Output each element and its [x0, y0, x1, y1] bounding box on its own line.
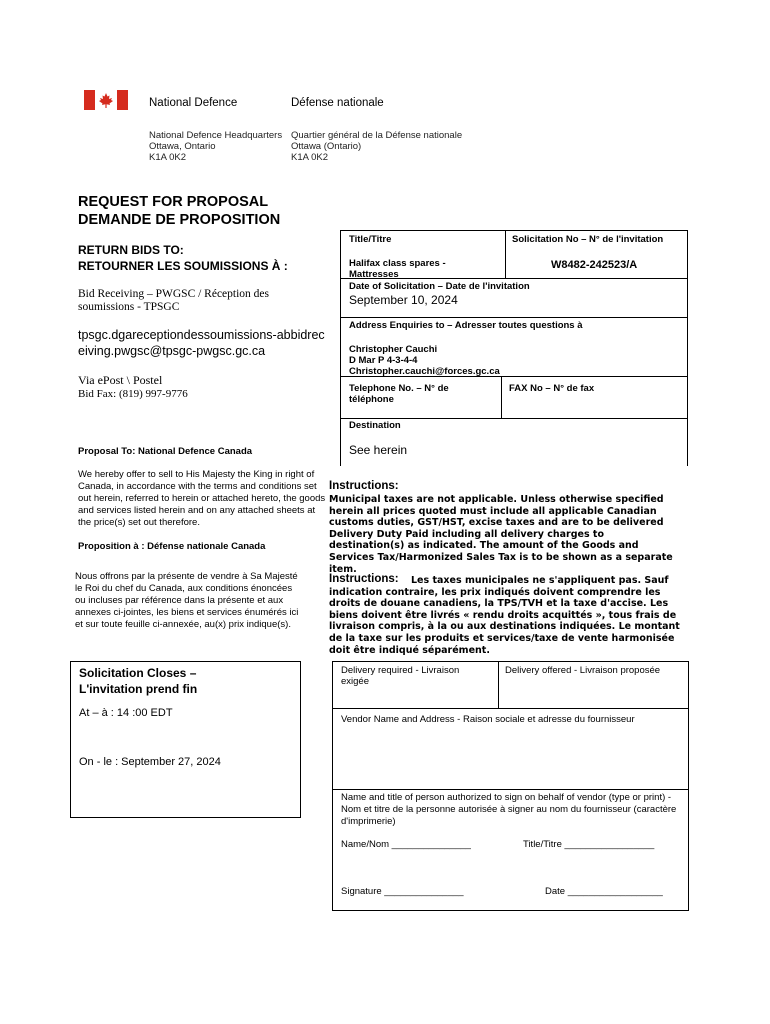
department-address-en: National Defence Headquarters Ottawa, Ontario K1A 0K2 — [149, 130, 283, 163]
destination-value: See herein — [349, 443, 408, 457]
department-name-fr: Défense nationale — [291, 97, 384, 109]
bid-fax: Bid Fax: (819) 997-9776 — [78, 388, 188, 400]
doc-title-fr: DEMANDE DE PROPOSITION — [78, 212, 281, 228]
return-bids-fr: RETOURNER LES SOUMISSIONS À : — [78, 259, 288, 273]
solicitation-closes-box — [70, 661, 301, 818]
bid-receiving: Bid Receiving – PWGSC / Réception des soumissions - TPSGC — [78, 288, 270, 313]
solicitation-date-value: September 10, 2024 — [349, 293, 458, 307]
closing-time: At – à : 14 :00 EDT — [79, 707, 173, 719]
name-field[interactable]: Name/Nom _______________ — [341, 839, 471, 850]
doc-title-en: REQUEST FOR PROPOSAL — [78, 194, 269, 210]
proposal-to-fr: Proposition à : Défense nationale Canada — [78, 541, 266, 552]
telephone-label: Telephone No. – N° de téléphone — [349, 383, 449, 405]
solicitation-info-table — [340, 230, 688, 466]
title-label: Title/Titre — [349, 234, 392, 245]
delivery-offered-label: Delivery offered - Livraison proposée — [505, 665, 661, 676]
department-name-en: National Defence — [149, 97, 238, 109]
canada-flag-logo — [84, 90, 128, 110]
signature-field[interactable]: Signature _______________ — [341, 886, 464, 897]
bid-email[interactable]: tpsgc.dgareceptiondessoumissions-abbidreceiving.pwgsc@tpsgc-pwgsc.gc.ca — [78, 328, 325, 358]
return-bids-en: RETURN BIDS TO: — [78, 243, 184, 257]
instructions-text-fr: Les taxes municipales ne s'appliquent pas. Sauf indication contraire, les prix indiqués doivent comprendre les droits de douane canadiens, la TPS/TVH et la taxe d'accise. Les biens doivent être livrés « rendu droits acquittés », tous frais de livraison compris, à la ou aux destinations indiquées. Le montant de la taxe sur les produits et services/taxe de vente harmonisée doit être indiqué séparément. — [329, 575, 680, 656]
contact-email[interactable]: Christopher.cauchi@forces.gc.ca — [349, 366, 500, 377]
vendor-info-box — [332, 661, 689, 911]
instructions-text-en: Municipal taxes are not applicable. Unless otherwise specified herein all prices quoted must include all applicable Canadian customs duties, GST/HST, excise taxes and are to be delivered Delivery Duty Paid including all delivery charges to destination(s) as indicated. The amount of the Goods and Services Tax/Harmonized Sales Tax is to be shown as a separate item. — [329, 494, 673, 575]
fax-label: FAX No – N° de fax — [509, 383, 595, 394]
delivery-required-label: Delivery required - Livraison exigée — [341, 665, 460, 687]
instructions-heading-en: Instructions: — [329, 480, 399, 492]
offer-text-fr: Nous offrons par la présente de vendre à Sa Majesté le Roi du chef du Canada, aux conditions énoncées ou incluses par référence dans la présente et aux annexes ci-jointes, les biens et services énumérés ici et sur toute feuille ci-annexée, au(x) prix indique(s). — [75, 571, 299, 630]
contact-name: Christopher Cauchi — [349, 344, 438, 355]
via-epost: Via ePost \ Postel — [78, 373, 163, 387]
closes-label-fr: L'invitation prend fin — [79, 682, 198, 696]
department-address-fr: Quartier général de la Défense nationale Ottawa (Ontario) K1A 0K2 — [291, 130, 463, 163]
proposal-to-en: Proposal To: National Defence Canada — [78, 446, 253, 457]
contact-office: D Mar P 4-3-4-4 — [349, 355, 418, 366]
solicitation-no-value: W8482-242523/A — [551, 259, 638, 271]
offer-text-en: We hereby offer to sell to His Majesty the King in right of Canada, in accordance with the terms and conditions set out herein, referred to herein or attached hereto, the goods and services listed herein and on any attached sheets at the price(s) set out therefore. — [78, 469, 326, 528]
title-field[interactable]: Title/Titre _________________ — [523, 839, 655, 850]
closing-date: On - le : September 27, 2024 — [79, 756, 221, 768]
closes-label-en: Solicitation Closes – — [79, 666, 197, 680]
title-value: Halifax class spares - Mattresses — [349, 258, 446, 280]
solicitation-no-label: Solicitation No – N° de l'invitation — [512, 234, 664, 245]
authorized-person-label: Name and title of person authorized to sign on behalf of vendor (type or print) - Nom et titre de la personne autorisée à signer au nom du fournisseur (caractère d'imprimerie) — [341, 792, 677, 827]
destination-label: Destination — [349, 420, 401, 431]
instructions-heading-fr: Instructions: — [329, 573, 399, 585]
vendor-name-address-label: Vendor Name and Address - Raison sociale et adresse du fournisseur — [341, 714, 635, 725]
date-field[interactable]: Date __________________ — [545, 886, 663, 897]
solicitation-date-label: Date of Solicitation – Date de l'invitation — [349, 281, 530, 292]
address-enquiries-label: Address Enquiries to – Adresser toutes questions à — [349, 320, 583, 331]
